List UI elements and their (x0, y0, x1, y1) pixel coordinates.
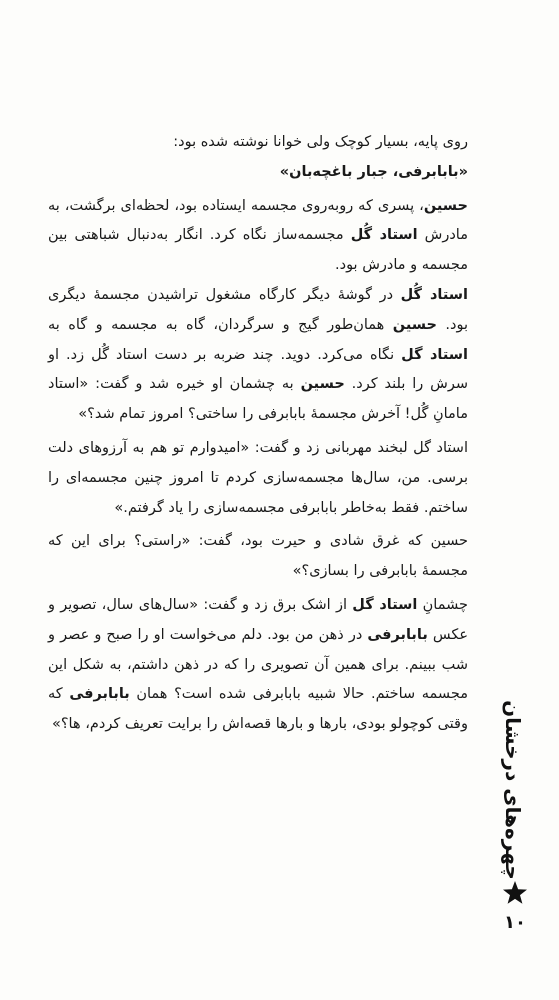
star-icon (502, 880, 528, 906)
text-run: روی پایه، بسیار کوچک ولی خوانا نوشته شده بود: (173, 134, 468, 150)
bold-name: استاد گُل (350, 227, 418, 244)
paragraph (48, 192, 468, 281)
paragraph (48, 591, 468, 740)
paragraph (48, 434, 468, 523)
paragraph (48, 128, 468, 158)
bold-name: حسین (300, 376, 345, 393)
text-run: در گوشهٔ دیگر کارگاه مشغول تراشیدن مجسمهٔ دیگری بود. (48, 286, 469, 333)
bold-name: استاد گل (401, 346, 468, 363)
text-run: به چشمان او خیره شد و گفت: «استاد مامانِ گُل! آخرش مجسمهٔ بابابرفی را ساختی؟ امروز تمام شد؟» (48, 376, 468, 423)
text-run: نگاه می‌کرد. دوید. چند ضربه بر دست استاد گُل زد. او سرش را بلند کرد. (48, 346, 468, 393)
bold-name: بابابرفی (69, 686, 130, 703)
book-title-vertical (496, 700, 530, 880)
text-run: چشمانِ (417, 596, 468, 613)
text-run: ، پسری که روبه‌روی مجسمه ایستاده بود، لحظه‌ای برگشت، به مادرش (48, 197, 468, 244)
bold-name: بابابرفی (367, 626, 428, 643)
book-title-text: چهره‌های درخشان (501, 700, 526, 880)
bold-name: استاد گل (352, 596, 418, 613)
paragraph (48, 281, 468, 430)
text-run: استاد گل لبخند مهربانی زد و گفت: «امیدوارم تو هم به آرزوهای دلت برسی. من، سال‌ها مجسمه‌سازی کردم تا امروز چنین مجسمه‌ای را ساختم. فقط به‌خاطر بابابرفی مجسمه‌سازی را یاد گرفتم.» (48, 439, 468, 516)
bold-name: «بابابرفی، جبار باغچه‌بان» (279, 163, 468, 180)
page-number: ۱۰ (504, 912, 526, 933)
bold-name: حسین (423, 197, 468, 214)
text-run: حسین که غرق شادی و حیرت بود، گفت: «راستی؟ برای این که مجسمهٔ بابابرفی را بسازی؟» (48, 533, 468, 580)
text-run: که وقتی کوچولو بودی، بارها و بارها قصه‌اش را برایت تعریف کردم، ها؟» (48, 686, 468, 733)
text-run: مجسمه‌ساز نگاه کرد. انگار به‌دنبال شباهتی بین مجسمه و مادرش بود. (48, 227, 468, 274)
bold-name: حسین (392, 316, 437, 333)
text-run: در ذهن من بود. دلم می‌خواست او را صبح و عصر و شب ببینم. برای همین آن تصویری را که در ذهن داشتم، به شکل این مجسمه ساختم. حالا شبیه بابابرفی شده است؟ همان (48, 626, 468, 703)
paragraph (48, 527, 468, 587)
bold-name: استاد گُل (400, 286, 468, 303)
paragraph (48, 158, 468, 188)
text-run: همان‌طور گیج و سرگردان، گاه به مجسمه و گاه به (48, 316, 393, 333)
text-run: از اشک برق زد و گفت: «سال‌های سال، تصویر و عکس (48, 596, 468, 643)
story-text (48, 128, 468, 740)
